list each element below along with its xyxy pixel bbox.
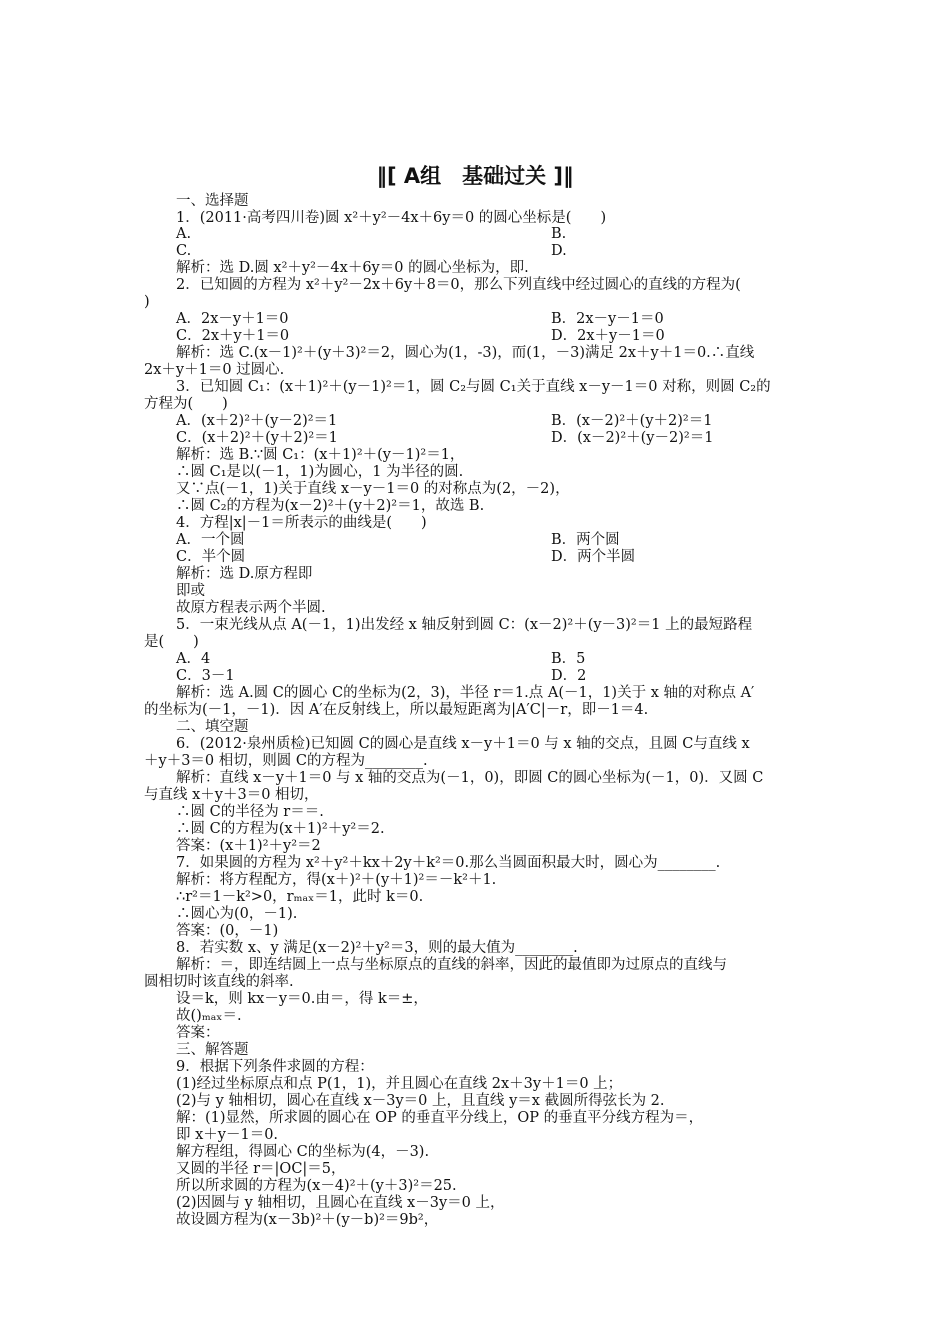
text-line: 故设圆方程为(x－3b)²＋(y－b)²＝9b²， — [176, 1212, 439, 1228]
text-line: (2)因圆与 y 轴相切，且圆心在直线 x－3y＝0 上， — [176, 1195, 505, 1211]
text-line: B．两个圆 — [551, 532, 620, 548]
text-line: (1)经过坐标原点和点 P(1，1)，并且圆心在直线 2x＋3y＋1＝0 上； — [176, 1076, 623, 1092]
text-line: 解方程组，得圆心 C的坐标为(4，－3). — [176, 1144, 430, 1160]
text-line: 又∵点(－1，1)关于直线 x－y－1＝0 的对称点为(2，－2)， — [176, 481, 570, 497]
text-line: C．3－1 — [176, 668, 235, 684]
text-line: D．2x＋y－1＝0 — [551, 328, 665, 344]
text-line: ＋y＋3＝0 相切，则圆 C的方程为________. — [144, 753, 428, 769]
text-line: A．2x－y＋1＝0 — [176, 311, 289, 327]
text-line: 方程为( ) — [144, 396, 228, 412]
text-line: 9．根据下列条件求圆的方程： — [176, 1059, 374, 1075]
text-line: 解：(1)显然，所求圆的圆心在 OP 的垂直平分线上，OP 的垂直平分线方程为＝， — [176, 1110, 704, 1126]
text-line: ∴圆 C₂的方程为(x－2)²＋(y＋2)²＝1，故选 B. — [176, 498, 485, 514]
text-line: 即或 — [176, 583, 205, 599]
text-line: 又圆的半径 r＝|OC|＝5， — [176, 1161, 346, 1177]
text-line: 的坐标为(－1，－1)．因 A′在反射线上，所以最短距离为|A′C|－r，即－1＝4. — [144, 702, 649, 718]
text-line: 解析：选 A.圆 C的圆心 C的坐标为(2，3)，半径 r＝1.点 A(－1，1)关于 x 轴的对称点 A′ — [176, 685, 755, 701]
text-line: 一、选择题 — [176, 193, 249, 209]
text-line: A．(x＋2)²＋(y－2)²＝1 — [176, 413, 338, 429]
text-line: 解析：＝，即连结圆上一点与坐标原点的直线的斜率，因此的最值即为过原点的直线与 — [176, 957, 727, 973]
text-line: 5．一束光线从点 A(－1，1)出发经 x 轴反射到圆 C：(x－2)²＋(y－3)²＝1 上的最短路程 — [176, 617, 753, 633]
text-line: ∴圆心为(0，－1). — [176, 906, 298, 922]
text-line: 故()ₘₐₓ＝. — [176, 1008, 242, 1024]
text-line: C．半个圆 — [176, 549, 246, 565]
text-line: 解析：选 B.∵圆 C₁：(x＋1)²＋(y－1)²＝1， — [176, 447, 465, 463]
text-line: 解析：直线 x－y＋1＝0 与 x 轴的交点为(－1，0)，即圆 C的圆心坐标为(－1，0)．又圆 C — [176, 770, 764, 786]
text-line: 二、填空题 — [176, 719, 249, 735]
text-line: 4．方程|x|－1＝所表示的曲线是( ) — [176, 515, 427, 531]
text-line: 设＝k，则 kx－y＝0.由＝，得 k＝±， — [176, 991, 428, 1007]
text-line: ∴圆 C的方程为(x＋1)²＋y²＝2. — [176, 821, 385, 837]
text-line: D. — [551, 243, 567, 259]
text-line: ) — [144, 294, 150, 310]
text-line: 解析：将方程配方，得(x＋)²＋(y＋1)²＝－k²＋1. — [176, 872, 497, 888]
text-line: 2．已知圆的方程为 x²＋y²－2x＋6y＋8＝0，那么下列直线中经过圆心的直线的方程为( — [176, 277, 741, 293]
text-line: B．(x－2)²＋(y＋2)²＝1 — [551, 413, 713, 429]
text-line: 圆相切时该直线的斜率. — [144, 974, 294, 990]
text-line: B. — [551, 226, 567, 242]
text-line: 7．如果圆的方程为 x²＋y²＋kx＋2y＋k²＝0.那么当圆面积最大时，圆心为________. — [176, 855, 721, 871]
text-line: 答案：(x＋1)²＋y²＝2 — [176, 838, 321, 854]
text-line: B．5 — [551, 651, 586, 667]
text-line: A．4 — [176, 651, 211, 667]
text-line: 2x＋y＋1＝0 过圆心. — [144, 362, 285, 378]
text-line: D．两个半圆 — [551, 549, 636, 565]
text-line: 1．(2011·高考四川卷)圆 x²＋y²－4x＋6y＝0 的圆心坐标是( ) — [176, 210, 607, 226]
text-line: ∴圆 C的半径为 r＝＝. — [176, 804, 324, 820]
text-line: 是( ) — [144, 634, 199, 650]
text-line: A．一个圆 — [176, 532, 245, 548]
text-line: 与直线 x＋y＋3＝0 相切， — [144, 787, 319, 803]
text-line: A. — [176, 226, 192, 242]
text-line: C. — [176, 243, 192, 259]
text-line: 8．若实数 x、y 满足(x－2)²＋y²＝3，则的最大值为________. — [176, 940, 578, 956]
text-line: 3．已知圆 C₁：(x＋1)²＋(y－1)²＝1，圆 C₂与圆 C₁关于直线 x－y－1＝0 对称，则圆 C₂的 — [176, 379, 771, 395]
text-line: 解析：选 D.圆 x²＋y²－4x＋6y＝0 的圆心坐标为，即. — [176, 260, 529, 276]
text-line: D．(x－2)²＋(y－2)²＝1 — [551, 430, 714, 446]
text-line: C．(x＋2)²＋(y＋2)²＝1 — [176, 430, 338, 446]
text-line: D．2 — [551, 668, 587, 684]
text-line: 即 x＋y－1＝0. — [176, 1127, 279, 1143]
text-line: 三、解答题 — [176, 1042, 249, 1058]
text-line: ∴圆 C₁是以(－1，1)为圆心，1 为半径的圆. — [176, 464, 464, 480]
text-line: B．2x－y－1＝0 — [551, 311, 664, 327]
text-line: 解析：选 C.(x－1)²＋(y＋3)²＝2，圆心为(1，-3)，而(1，－3)满足 2x＋y＋1＝0.∴直线 — [176, 345, 755, 361]
text-line: C．2x＋y＋1＝0 — [176, 328, 290, 344]
text-line: 答案：(0，－1) — [176, 923, 279, 939]
section-banner: ‖[ A组 基础过关 ]‖ — [376, 164, 574, 188]
text-line: ∴r²＝1－k²>0，rₘₐₓ＝1，此时 k＝0. — [176, 889, 424, 905]
text-line: 答案： — [176, 1025, 220, 1041]
text-line: 解析：选 D.原方程即 — [176, 566, 313, 582]
text-line: 故原方程表示两个半圆. — [176, 600, 326, 616]
text-line: 所以所求圆的方程为(x－4)²＋(y＋3)²＝25. — [176, 1178, 457, 1194]
text-line: (2)与 y 轴相切，圆心在直线 x－3y＝0 上，且直线 y＝x 截圆所得弦长为 2. — [176, 1093, 665, 1109]
text-line: 6．(2012·泉州质检)已知圆 C的圆心是直线 x－y＋1＝0 与 x 轴的交点，且圆 C与直线 x — [176, 736, 750, 752]
